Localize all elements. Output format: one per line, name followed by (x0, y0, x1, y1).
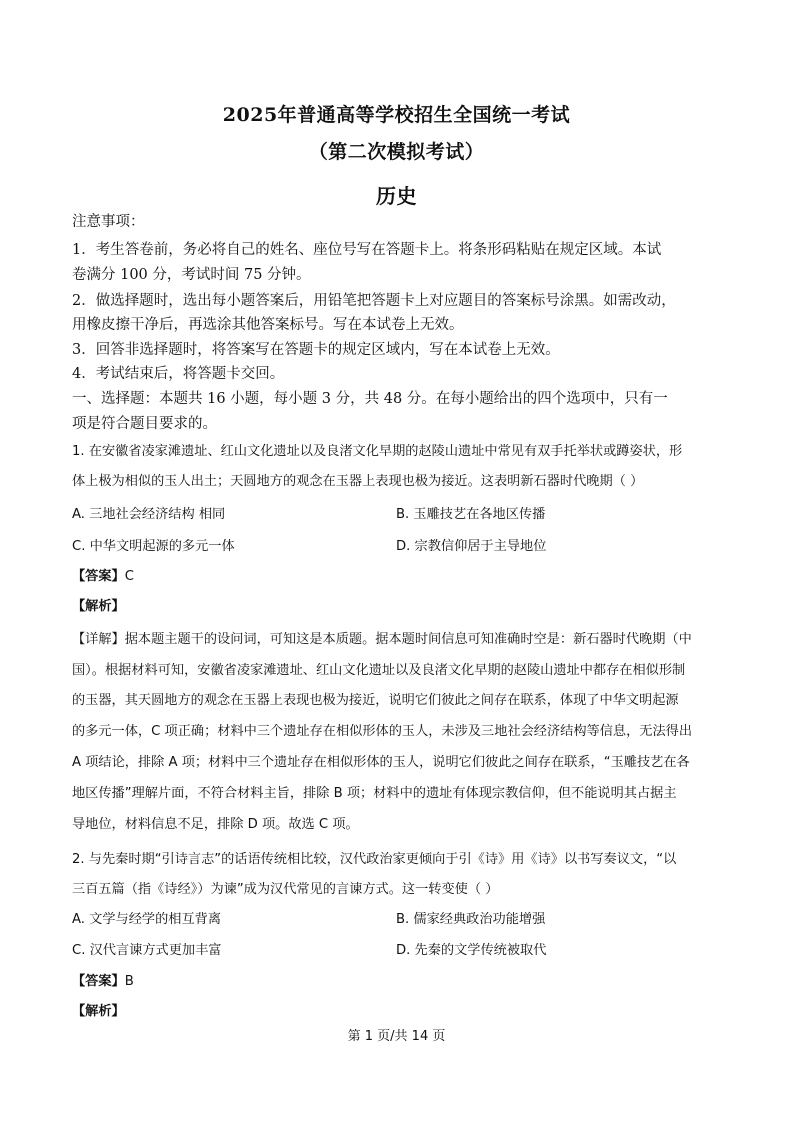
notice-item: 2．做选择题时，选出每小题答案后，用铅笔把答题卡上对应题目的答案标号涂黑。如需改动， (72, 293, 676, 309)
page-footer: 第 1 页/共 14 页 (347, 1029, 446, 1044)
q1-detail-line: 导地位，材料信息不足，排除 D 项。故选 C 项。 (72, 817, 359, 832)
answer-value: B (124, 974, 134, 989)
analysis-label: 【解析】 (72, 599, 125, 614)
q2-option-b: B. 儒家经典政治功能增强 (396, 912, 546, 927)
q2-stem: 2. 与先秦时期“引诗言志”的话语传统相比较，汉代政治家更倾向于引《诗》用《诗》以书写奏议文，“以 (72, 852, 677, 867)
section-heading-cont: 项是符合题目要求的。 (72, 416, 217, 432)
q2-option-c: C. 汉代言谏方式更加丰富 (72, 943, 222, 958)
analysis-label: 【解析】 (72, 1004, 125, 1019)
q1-option-a: A. 三地社会经济结构 相同 (72, 507, 226, 522)
q1-stem: 1. 在安徽省凌家滩遗址、红山文化遗址以及良渚文化早期的赵陵山遗址中常见有双手托举状或蹲姿状，形 (72, 444, 683, 459)
exam-title: 2025年普通高等学校招生全国统一考试 (222, 104, 571, 126)
q1-option-d: D. 宗教信仰居于主导地位 (396, 539, 547, 554)
q1-option-b: B. 玉雕技艺在各地区传播 (396, 507, 546, 522)
q1-detail-line: 地区传播”理解片面，不符合材料主旨，排除 B 项；材料中的遗址有体现宗教信仰，但不能说明其占据主 (72, 786, 677, 801)
q1-detail-line: 【详解】据本题主题干的设问词，可知这是本质题。据本题时间信息可知准确时空是：新石器时代晚期（中 (72, 632, 692, 647)
q2-stem-cont: 三百五篇（指《诗经》）为谏”成为汉代常见的言谏方式。这一转变使（ ） (72, 882, 499, 897)
notice-item: 3．回答非选择题时，将答案写在答题卡的规定区域内，写在本试卷上无效。 (72, 342, 560, 358)
q1-detail-line: 的多元一体，C 项正确；材料中三个遗址存在相似形体的玉人，未涉及三地社会经济结构等信息，无法得出 (72, 724, 693, 739)
answer-label: 【答案】 (72, 569, 125, 584)
q1-stem-cont: 体上极为相似的玉人出土；天圆地方的观念在玉器上表现也极为接近。这表明新石器时代晚期（ ） (72, 474, 644, 489)
notice-item: 卷满分 100 分，考试时间 75 分钟。 (72, 267, 311, 283)
q1-detail-line: 国）。根据材料可知，安徽省凌家滩遗址、红山文化遗址以及良渚文化早期的赵陵山遗址中都存在相似形制 (72, 663, 686, 678)
q2-option-d: D. 先秦的文学传统被取代 (396, 943, 547, 958)
q1-analysis-label (72, 597, 125, 617)
notice-heading: 注意事项： (72, 214, 145, 230)
q1-answer (72, 567, 134, 587)
q1-detail-line: A 项结论，排除 A 项；材料中三个遗址存在相似形体的玉人，说明它们彼此之间存在联系，“玉雕技艺在各 (72, 755, 690, 770)
section-heading: 一、选择题：本题共 16 小题，每小题 3 分，共 48 分。在每小题给出的四个选项中，只有一 (72, 391, 668, 407)
answer-value: C (124, 569, 134, 584)
q1-detail-line: 的玉器，其天圆地方的观念在玉器上表现也极为接近，说明它们彼此之间存在联系，体现了中华文明起源 (72, 693, 679, 708)
notice-item: 4．考试结束后，将答题卡交回。 (72, 366, 285, 382)
q2-option-a: A. 文学与经学的相互背离 (72, 912, 222, 927)
q1-option-c: C. 中华文明起源的多元一体 (72, 539, 235, 554)
q2-answer (72, 972, 134, 992)
answer-label: 【答案】 (72, 974, 125, 989)
notice-item: 1．考生答卷前，务必将自己的姓名、座位号写在答题卡上。将条形码粘贴在规定区域。本试 (72, 242, 662, 258)
subject-title: 历史 (376, 184, 417, 208)
q2-analysis-label (72, 1002, 125, 1022)
notice-item: 用橡皮擦干净后，再选涂其他答案标号。写在本试卷上无效。 (72, 317, 464, 333)
exam-subtitle: （第二次模拟考试） (308, 141, 485, 163)
